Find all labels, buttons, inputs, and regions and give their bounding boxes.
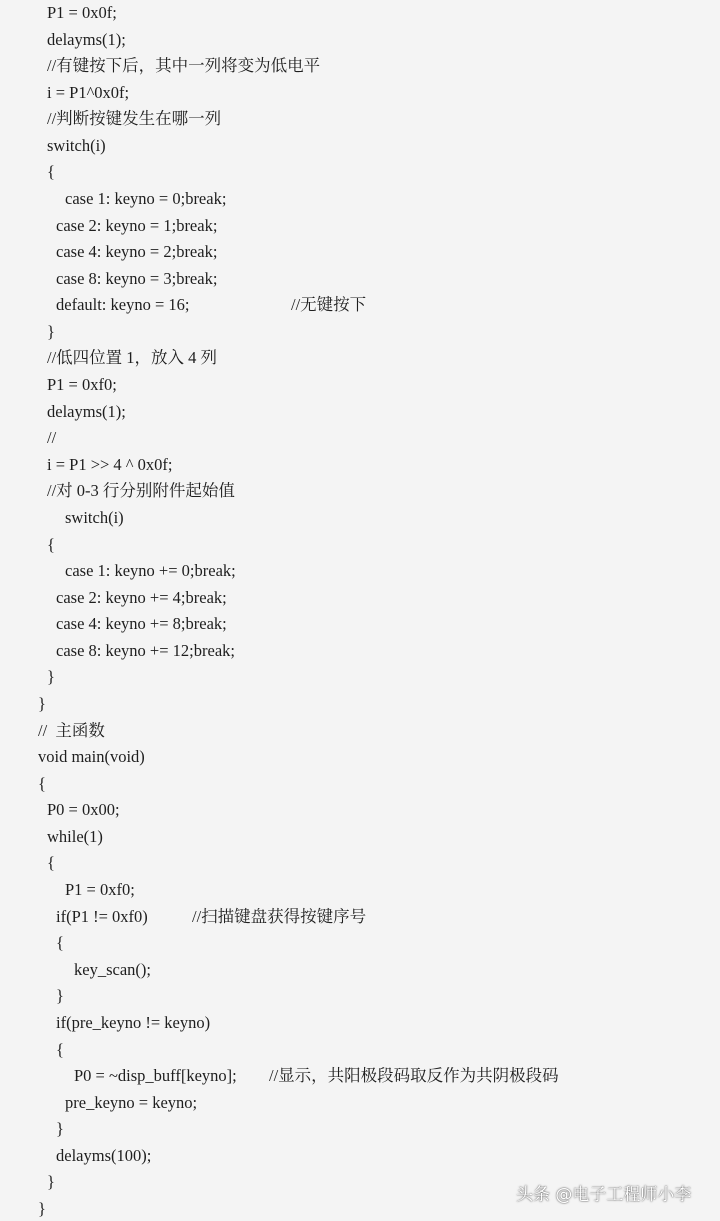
- code-line: pre_keyno = keyno;: [65, 1093, 198, 1112]
- watermark: 头条 @电子工程师小李: [516, 1185, 692, 1205]
- code-line: if(pre_keyno != keyno): [56, 1013, 211, 1032]
- code-line: case 1: keyno += 0;break;: [65, 561, 236, 580]
- code-brace: }: [47, 322, 55, 341]
- code-brace: }: [38, 1199, 46, 1218]
- code-line: i = P1^0x0f;: [47, 83, 130, 102]
- code-comment: // 主函数: [38, 721, 105, 740]
- code-brace: }: [38, 694, 46, 713]
- code-line: case 2: keyno += 4;break;: [56, 588, 227, 607]
- code-comment: //判断按键发生在哪一列: [47, 109, 222, 128]
- code-line: delayms(1);: [47, 30, 126, 49]
- code-line: P0 = 0x00;: [47, 800, 120, 819]
- code-brace: {: [47, 162, 55, 181]
- code-brace: }: [47, 1172, 55, 1191]
- code-line: i = P1 >> 4 ^ 0x0f;: [47, 455, 173, 474]
- code-line: if(P1 != 0xf0): [56, 907, 148, 926]
- code-line: delayms(1);: [47, 402, 126, 421]
- code-line: P1 = 0xf0;: [47, 375, 117, 394]
- code-line: default: keyno = 16;: [56, 295, 190, 314]
- code-line: switch(i): [65, 508, 124, 527]
- code-brace: }: [56, 1119, 64, 1138]
- code-line: switch(i): [47, 136, 106, 155]
- code-line: case 2: keyno = 1;break;: [56, 216, 218, 235]
- code-line: while(1): [47, 827, 103, 846]
- code-line: void main(void): [38, 747, 145, 766]
- code-brace: {: [47, 535, 55, 554]
- code-brace: {: [47, 853, 55, 872]
- code-line: delayms(100);: [56, 1146, 152, 1165]
- code-line: P1 = 0xf0;: [65, 880, 135, 899]
- code-line: key_scan();: [74, 960, 151, 979]
- code-comment: //: [47, 428, 57, 447]
- code-line: P0 = ~disp_buff[keyno];: [74, 1066, 237, 1085]
- code-line: case 8: keyno = 3;break;: [56, 269, 218, 288]
- code-comment: //低四位置 1，放入 4 列: [47, 348, 218, 367]
- code-line: P1 = 0x0f;: [47, 3, 117, 22]
- code-line: case 1: keyno = 0;break;: [65, 189, 227, 208]
- code-brace: {: [38, 774, 46, 793]
- code-comment: //对 0-3 行分别附件起始值: [47, 481, 235, 500]
- code-brace: {: [56, 933, 64, 952]
- code-brace: }: [47, 667, 55, 686]
- code-comment: //显示，共阳极段码取反作为共阴极段码: [269, 1066, 559, 1085]
- code-line: case 8: keyno += 12;break;: [56, 641, 235, 660]
- code-brace: }: [56, 986, 64, 1005]
- code-comment: //扫描键盘获得按键序号: [192, 907, 367, 926]
- code-line: case 4: keyno = 2;break;: [56, 242, 218, 261]
- code-comment: //有键按下后，其中一列将变为低电平: [47, 56, 321, 75]
- code-comment: //无键按下: [291, 295, 367, 314]
- code-line: case 4: keyno += 8;break;: [56, 614, 227, 633]
- code-brace: {: [56, 1040, 64, 1059]
